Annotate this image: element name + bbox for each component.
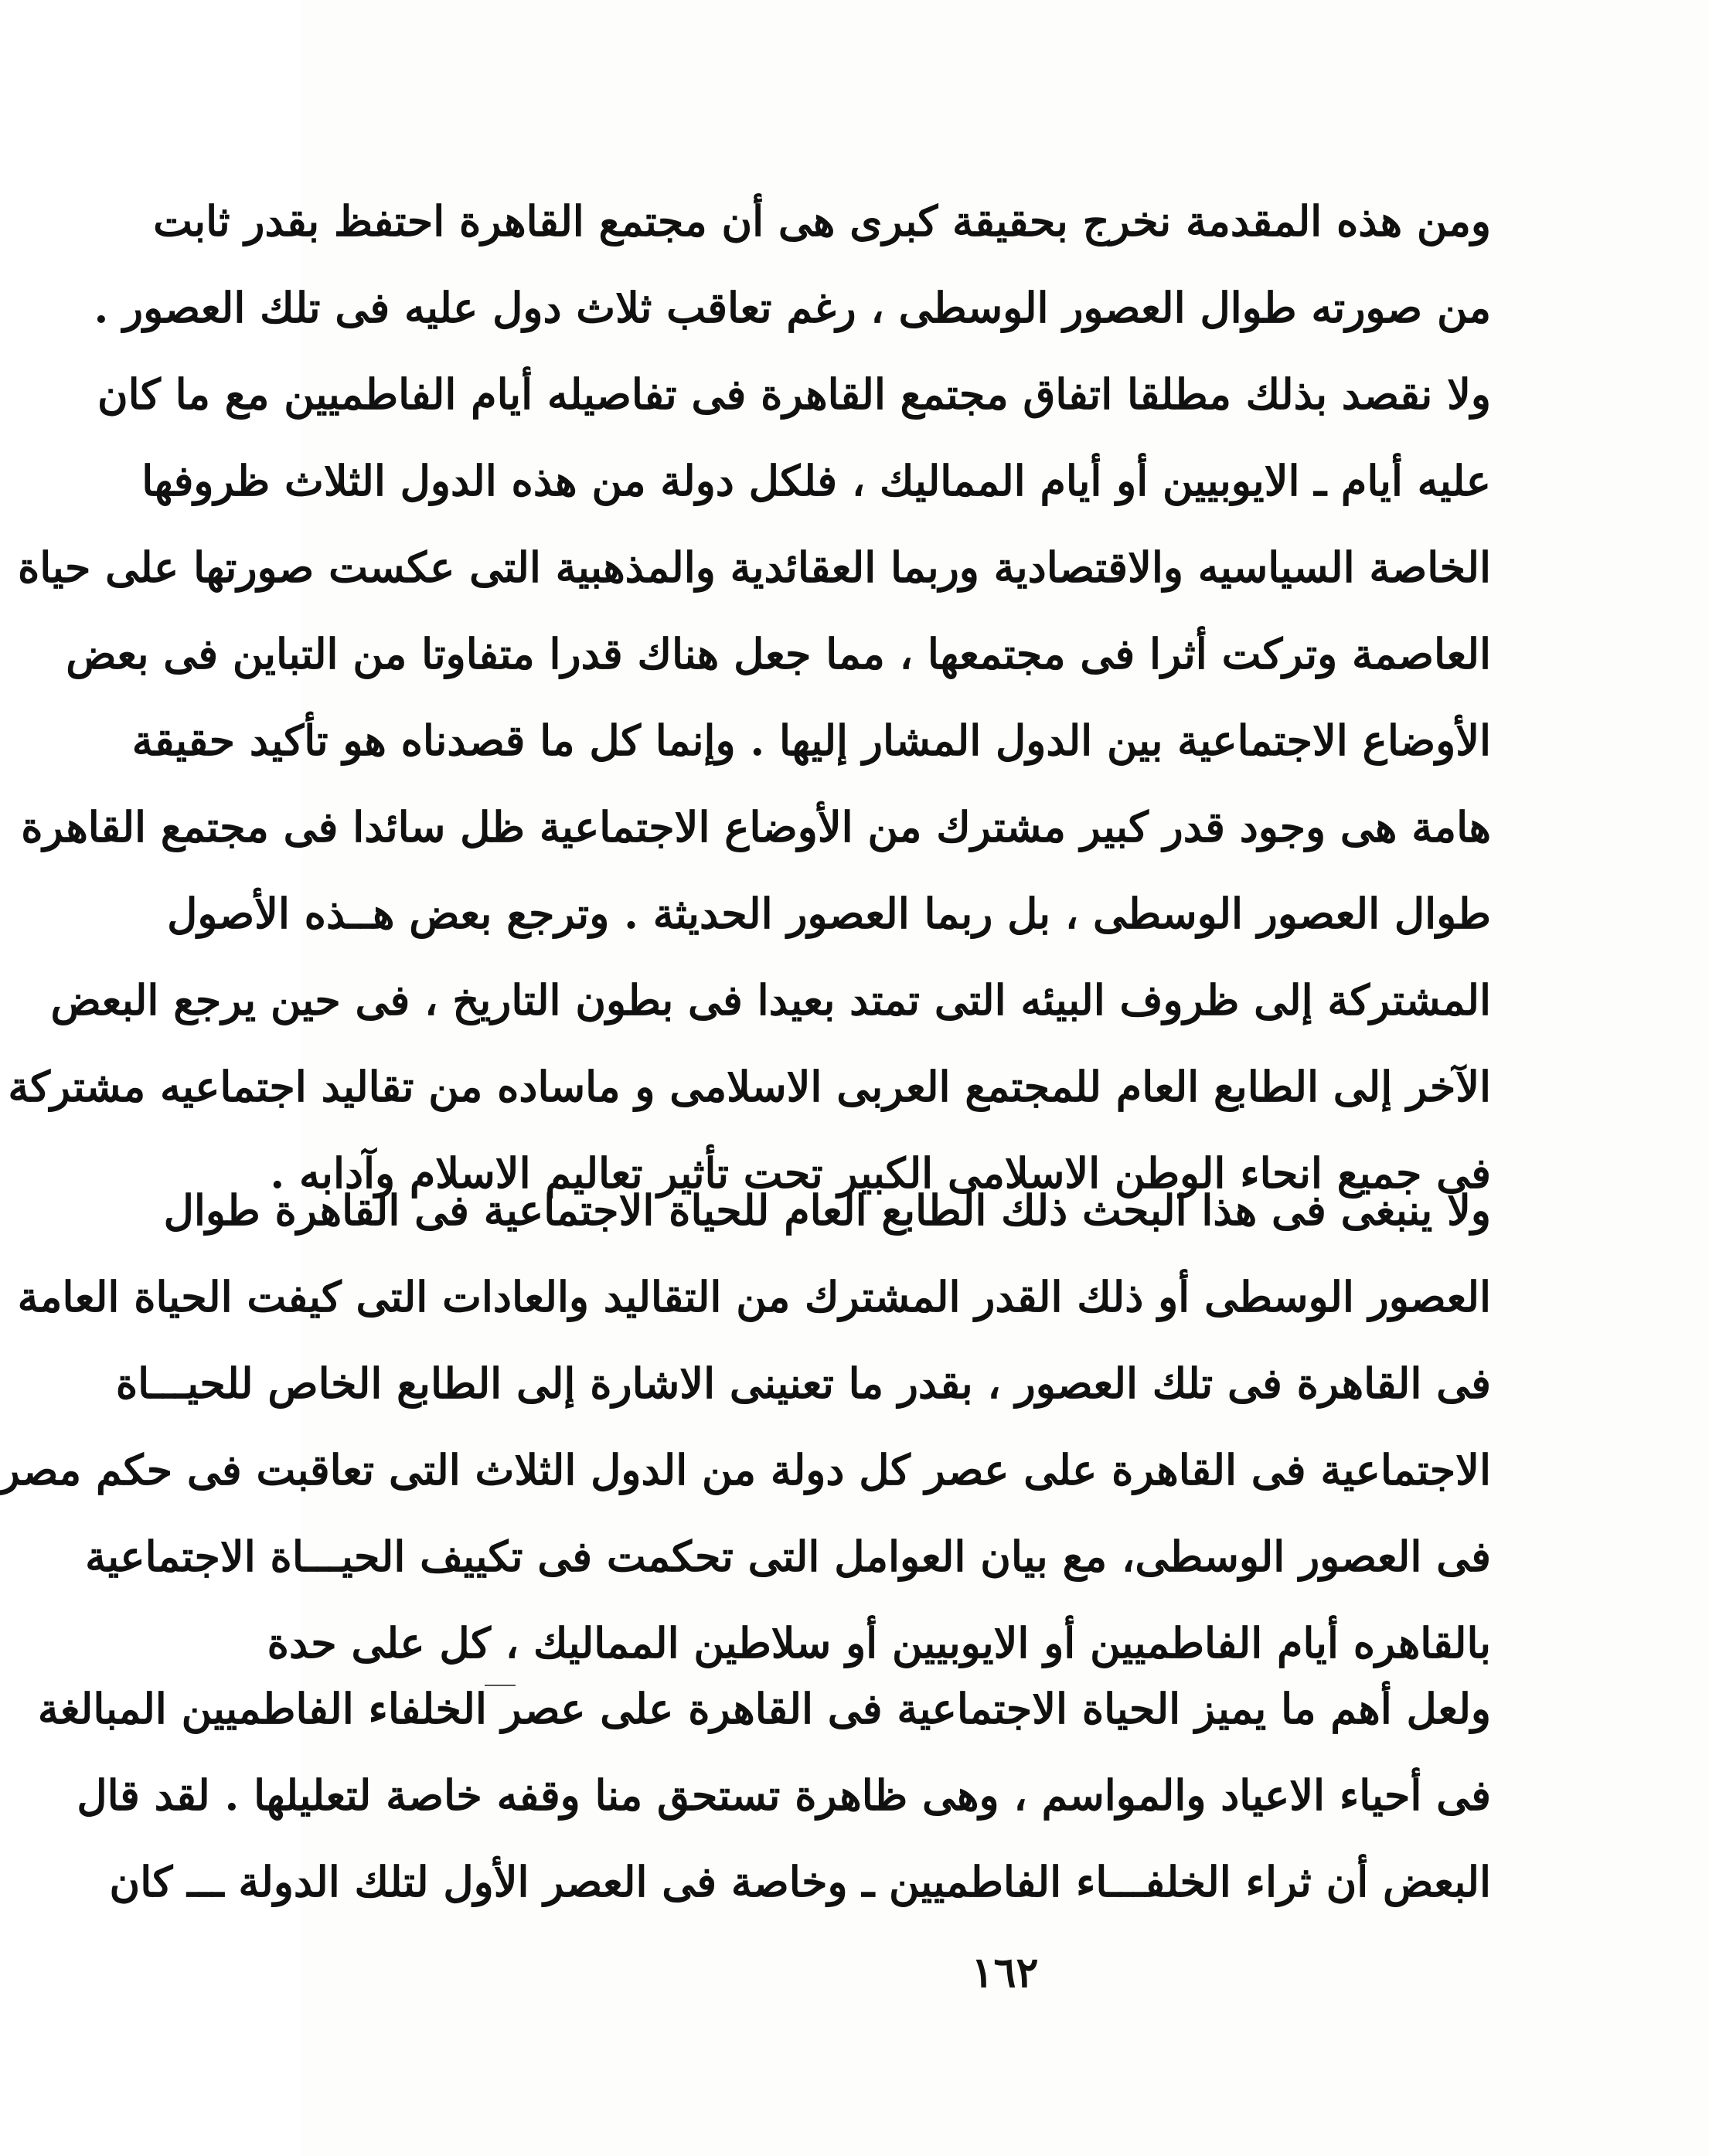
- text-line: فى جميع انحاء الوطن الاسلامى الكبير تحت تأثير تعاليم الاسلام وآدابه .: [270, 1148, 1491, 1198]
- text-line: عليه أيام ـ الايوبيين أو أيام المماليك ، فلكل دولة من هذه الدول الثلاث ظروفها: [141, 456, 1491, 505]
- text-line: فى العصور الوسطى، مع بيان العوامل التى تحكمت فى تكييف الحيـــاة الاجتماعية: [85, 1532, 1491, 1581]
- paragraph: [37, 1665, 1491, 1925]
- text-line: بالقاهره أيام الفاطميين أو الايوبيين أو سلاطين المماليك ، كل على حدة: [267, 1618, 1491, 1668]
- text-line: الأوضاع الاجتماعية بين الدول المشار إليها . وإنما كل ما قصدناه هو تأكيد حقيقة: [131, 716, 1491, 765]
- text-line: من صورته طوال العصور الوسطى ، رغم تعاقب ثلاث دول عليه فى تلك العصور .: [94, 283, 1491, 332]
- text-line: ولا ينبغى فى هذا البحث ذلك الطابع العام للحياة الاجتماعية فى القاهرة طوال: [163, 1185, 1491, 1235]
- text-line: الاجتماعية فى القاهرة على عصر كل دولة من الدول الثلاث التى تعاقبت فى حكم مصر: [0, 1445, 1491, 1495]
- text-line: فى القاهرة فى تلك العصور ، بقدر ما تعنينى الاشارة إلى الطابع الخاص للحيـــاة: [115, 1359, 1491, 1408]
- text-line: ولا نقصد بذلك مطلقا اتفاق مجتمع القاهرة فى تفاصيله أيام الفاطميين مع ما كان: [97, 369, 1491, 419]
- text-line: البعض أن ثراء الخلفـــاء الفاطميين ـ وخاصة فى العصر الأول لتلك الدولة ـــ كان: [109, 1857, 1491, 1906]
- text-line: العاصمة وتركت أثرا فى مجتمعها ، مما جعل هناك قدرا متفاوتا من التباين فى بعض: [66, 629, 1491, 678]
- text-line: الخاصة السياسيه والاقتصادية وربما العقائدية والمذهبية التى عكست صورتها على حياة: [17, 542, 1491, 592]
- text-line: ولعل أهم ما يميز الحياة الاجتماعية فى القاهرة على عصر الخلفاء الفاطميين المبالغة: [37, 1684, 1491, 1733]
- text-line: المشتركة إلى ظروف البيئه التى تمتد بعيدا فى بطون التاريخ ، فى حين يرجع البعض: [50, 975, 1491, 1025]
- text-line: فى أحياء الاعياد والمواسم ، وهى ظاهرة تستحق منا وقفه خاصة لتعليلها . لقد قال: [77, 1770, 1491, 1820]
- text-line: طوال العصور الوسطى ، بل ربما العصور الحديثة . وترجع بعض هــذه الأصول: [167, 889, 1491, 938]
- paragraph: [0, 1167, 1491, 1686]
- page-number: ١٦٢: [971, 1947, 1039, 1997]
- text-line: ومن هذه المقدمة نخرج بحقيقة كبرى هى أن مجتمع القاهرة احتفظ بقدر ثابت: [153, 196, 1491, 246]
- text-line: هامة هى وجود قدر كبير مشترك من الأوضاع الاجتماعية ظل سائدا فى مجتمع القاهرة: [21, 802, 1491, 852]
- text-line: العصور الوسطى أو ذلك القدر المشترك من التقاليد والعادات التى كيفت الحياة العامة: [17, 1272, 1491, 1321]
- text-line: الآخر إلى الطابع العام للمجتمع العربى الاسلامى و ماساده من تقاليد اجتماعيه مشتركة: [8, 1062, 1491, 1111]
